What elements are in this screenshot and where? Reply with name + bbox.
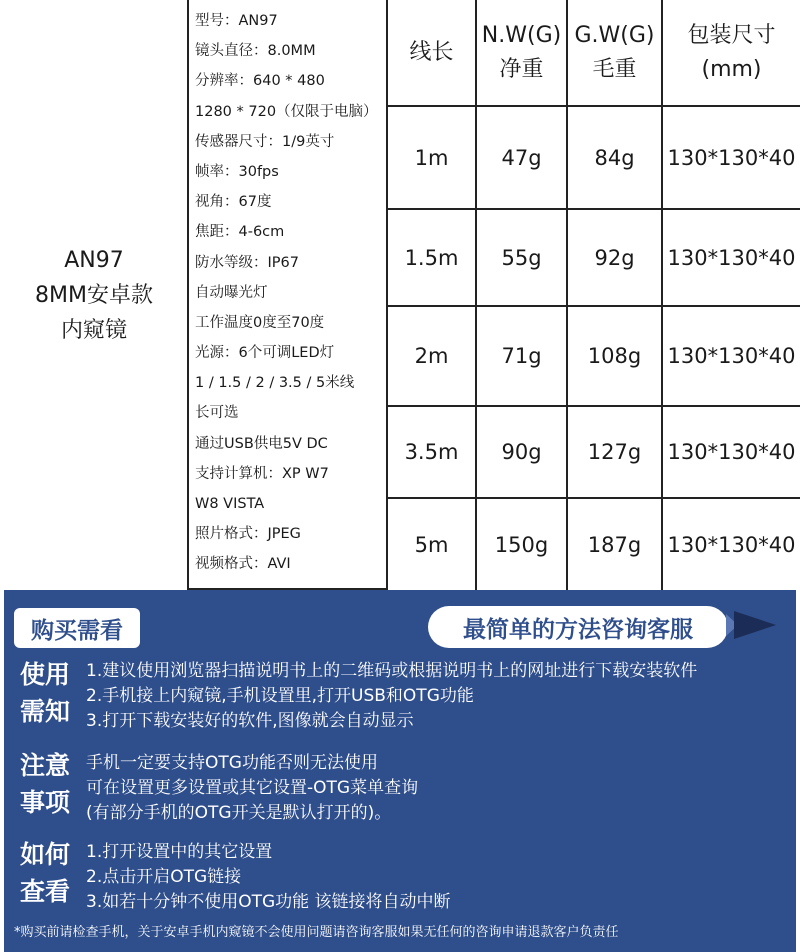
purchase-notice-tag: 购买需看 <box>14 608 140 648</box>
feature-item: 帧率：30fps <box>195 163 279 180</box>
cell-gross-weight: 92g <box>594 245 635 270</box>
cell-gross-weight: 187g <box>587 532 642 557</box>
feature-item: 工作温度0度至70度 <box>195 314 325 331</box>
cell-cable: 3.5m <box>404 440 459 464</box>
cell-net-weight: 71g <box>501 344 542 368</box>
feature-item: 支持计算机：XP W7 <box>195 465 329 482</box>
cell-cable: 5m <box>414 532 449 557</box>
cell-gross-weight: 127g <box>587 440 642 464</box>
notice-line: 1.打开设置中的其它设置 <box>86 842 273 862</box>
cell-package-size: 130*130*40 <box>667 145 796 170</box>
model-line: 8MM安卓款 <box>35 282 153 308</box>
cell-cable: 1m <box>414 145 449 170</box>
notice-line: (有部分手机的OTG开关是默认打开的)。 <box>86 803 392 823</box>
cell-package-size: 130*130*40 <box>667 245 796 270</box>
cell-net-weight: 47g <box>501 145 542 170</box>
cell-package-size: 130*130*40 <box>667 440 796 464</box>
feature-item: 视角：67度 <box>195 194 272 211</box>
cell-net-weight: 150g <box>494 532 549 557</box>
section-title-how-to-view: 如何 查看 <box>19 840 70 906</box>
cell-cable: 2m <box>414 344 449 368</box>
feature-list <box>190 6 386 580</box>
feature-item: 通过USB供电5V DC <box>195 435 328 452</box>
section-how-to-view-lines <box>86 840 451 915</box>
feature-item: 1 / 1.5 / 2 / 3.5 / 5米线 <box>195 375 355 392</box>
feature-item: 防水等级：IP67 <box>195 254 299 271</box>
notice-line: 2.手机接上内窥镜,手机设置里,打开USB和OTG功能 <box>86 686 474 706</box>
notice-line: 手机一定要支持OTG功能否则无法使用 <box>86 753 378 773</box>
feature-item: W8 VISTA <box>195 496 265 512</box>
feature-item: 视频格式：AVI <box>195 556 291 573</box>
model-line: 内窥镜 <box>60 317 127 343</box>
header-package-size: 包装尺寸 (mm) <box>687 22 776 82</box>
cell-package-size: 130*130*40 <box>667 344 796 368</box>
consult-service-button[interactable]: 最简单的方法咨询客服 <box>428 606 728 648</box>
footnote: *购买前请检查手机，关于安卓手机内窥镜不会使用问题请咨询客服如果无任何的咨询申请退款客户负责任 <box>14 925 619 940</box>
feature-item: 传感器尺寸：1/9英寸 <box>195 133 335 150</box>
feature-item: 焦距：4-6cm <box>195 224 285 241</box>
cell-net-weight: 90g <box>501 440 542 464</box>
notice-line: 可在设置更多设置或其它设置-OTG菜单查询 <box>86 778 419 798</box>
header-net-weight: N.W(G) 净重 <box>481 22 562 82</box>
section-usage-lines <box>86 659 697 734</box>
section-notes-lines <box>86 751 418 826</box>
notice-line: 1.建议使用浏览器扫描说明书上的二维码或根据说明书上的网址进行下载安装软件 <box>86 661 698 681</box>
notice-panel <box>4 590 796 952</box>
cell-gross-weight: 84g <box>594 145 635 170</box>
feature-item: 1280 * 720（仅限于电脑） <box>195 103 378 120</box>
notice-line: 3.打开下载安装好的软件,图像就会自动显示 <box>86 711 414 731</box>
feature-item: 照片格式：JPEG <box>195 526 301 543</box>
cell-gross-weight: 108g <box>587 344 642 368</box>
header-gross-weight: G.W(G) 毛重 <box>574 22 655 82</box>
section-title-usage: 使用 需知 <box>19 660 70 726</box>
feature-item: 自动曝光灯 <box>195 284 268 301</box>
feature-item: 分辨率：640 * 480 <box>195 73 325 90</box>
cell-package-size: 130*130*40 <box>667 532 796 557</box>
notice-line: 2.点击开启OTG链接 <box>86 867 242 887</box>
cell-net-weight: 55g <box>501 245 542 270</box>
arrow-icon <box>734 611 776 639</box>
feature-item: 镜头直径：8.0MM <box>195 43 316 60</box>
cell-cable: 1.5m <box>404 245 459 270</box>
header-cable-length: 线长 <box>409 39 454 65</box>
feature-item: 型号：AN97 <box>195 13 278 29</box>
feature-item: 长可选 <box>195 405 239 422</box>
feature-item: 光源：6个可调LED灯 <box>195 345 335 362</box>
notice-line: 3.如若十分钟不使用OTG功能 该链接将自动中断 <box>86 892 451 912</box>
model-line: AN97 <box>64 247 124 273</box>
section-title-notes: 注意 事项 <box>19 751 70 817</box>
product-model <box>0 0 188 590</box>
